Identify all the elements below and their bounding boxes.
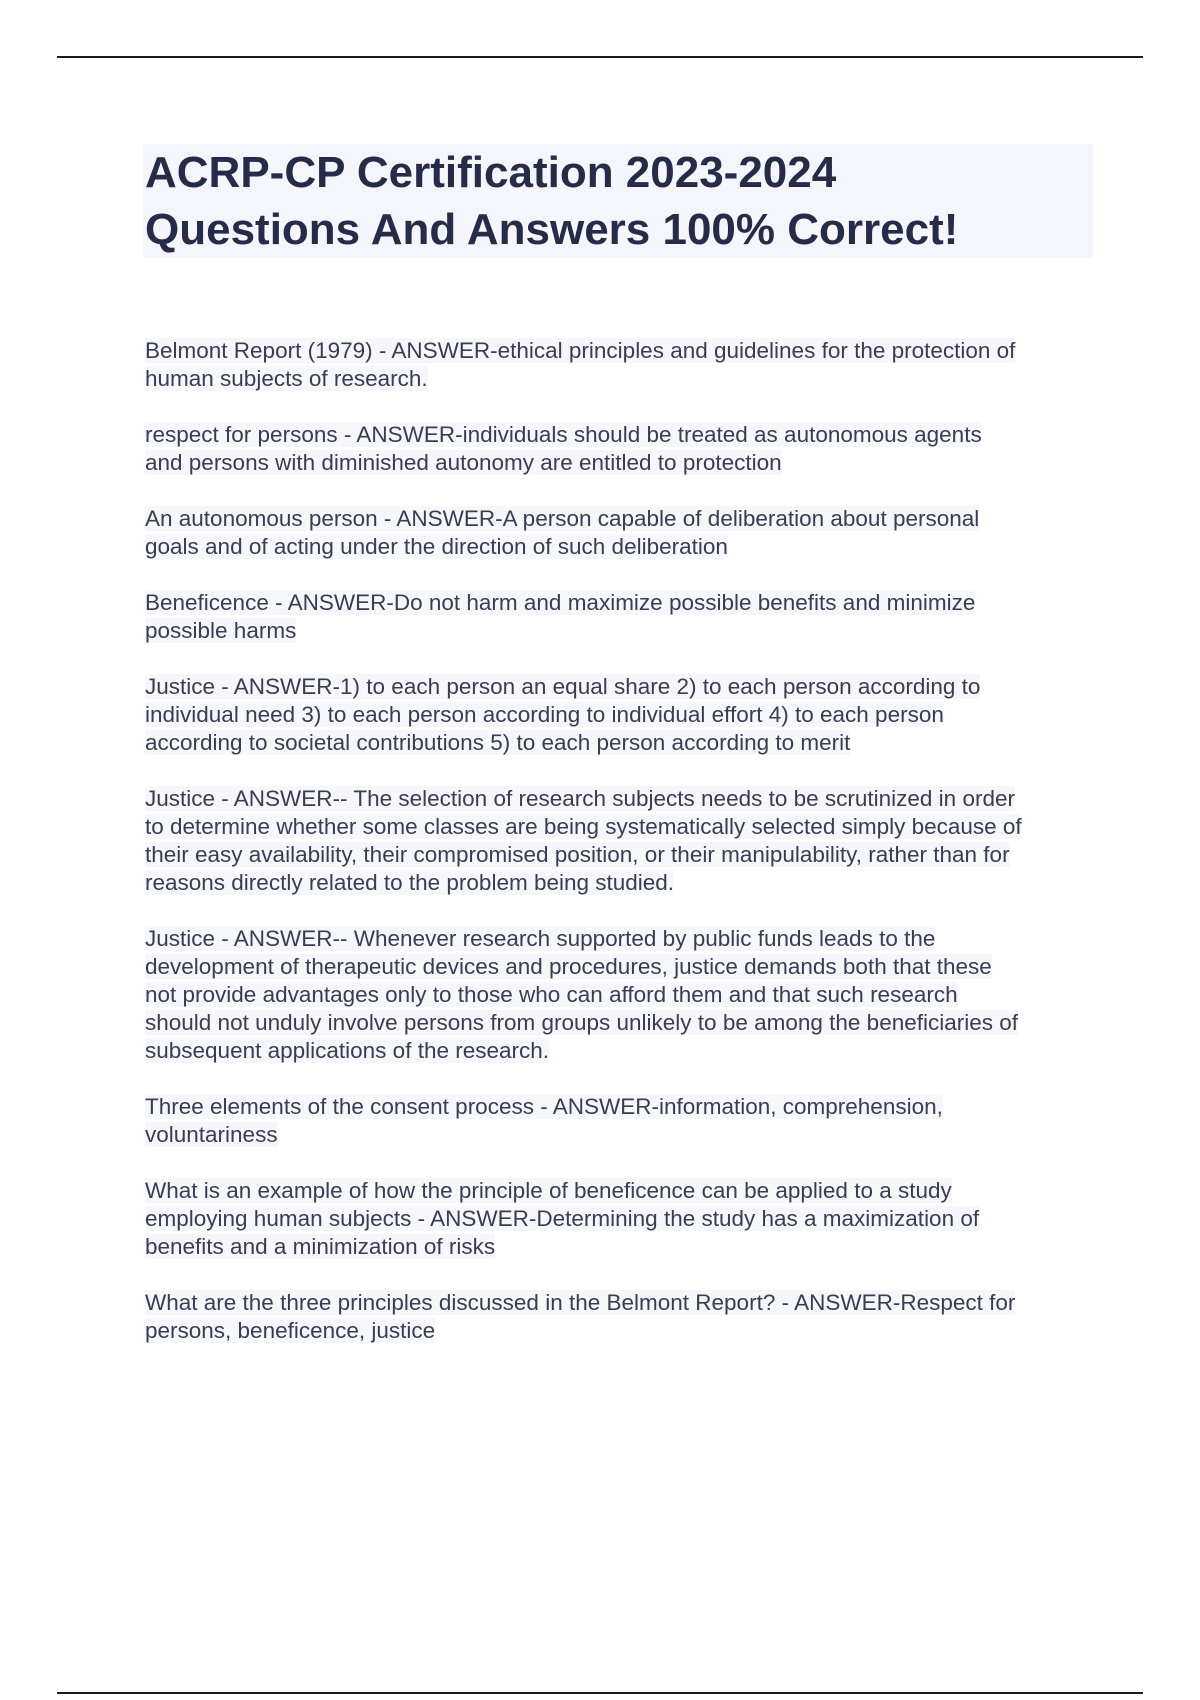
qa-line: human subjects of research. xyxy=(145,366,428,391)
qa-line: Beneficence - ANSWER-Do not harm and maximize possible benefits and minimize xyxy=(145,590,976,615)
qa-line: not provide advantages only to those who can afford them and that such research xyxy=(145,982,958,1007)
qa-list xyxy=(145,337,1095,1373)
qa-item xyxy=(145,1177,1095,1261)
qa-line: voluntariness xyxy=(145,1122,278,1147)
qa-line: respect for persons - ANSWER-individuals should be treated as autonomous agents xyxy=(145,422,982,447)
qa-line: benefits and a minimization of risks xyxy=(145,1234,496,1259)
qa-item xyxy=(145,589,1095,645)
document-title xyxy=(143,144,1093,258)
top-rule xyxy=(57,56,1143,58)
qa-item xyxy=(145,785,1095,897)
qa-line: development of therapeutic devices and procedures, justice demands both that these xyxy=(145,954,992,979)
qa-item xyxy=(145,925,1095,1065)
qa-item xyxy=(145,1093,1095,1149)
qa-line: possible harms xyxy=(145,618,297,643)
qa-line: Justice - ANSWER-1) to each person an equal share 2) to each person according to xyxy=(145,674,981,699)
qa-item xyxy=(145,421,1095,477)
qa-line: individual need 3) to each person according to individual effort 4) to each person xyxy=(145,702,944,727)
qa-item xyxy=(145,505,1095,561)
bottom-rule xyxy=(57,1692,1143,1694)
qa-line: subsequent applications of the research. xyxy=(145,1038,550,1063)
qa-item xyxy=(145,1289,1095,1345)
qa-line: according to societal contributions 5) to each person according to merit xyxy=(145,730,851,755)
qa-line: An autonomous person - ANSWER-A person capable of deliberation about personal xyxy=(145,506,980,531)
qa-line: Justice - ANSWER-- The selection of research subjects needs to be scrutinized in order xyxy=(145,786,1015,811)
qa-line: and persons with diminished autonomy are entitled to protection xyxy=(145,450,782,475)
qa-line: Belmont Report (1979) - ANSWER-ethical principles and guidelines for the protection of xyxy=(145,338,1016,363)
qa-line: goals and of acting under the direction of such deliberation xyxy=(145,534,728,559)
qa-item xyxy=(145,673,1095,757)
qa-line: What are the three principles discussed in the Belmont Report? - ANSWER-Respect for xyxy=(145,1290,1016,1315)
qa-line: to determine whether some classes are being systematically selected simply because of xyxy=(145,814,1022,839)
qa-line: reasons directly related to the problem being studied. xyxy=(145,870,675,895)
title-line-1: ACRP-CP Certification 2023-2024 xyxy=(145,148,837,197)
title-line-2: Questions And Answers 100% Correct! xyxy=(145,205,959,254)
qa-line: Justice - ANSWER-- Whenever research supported by public funds leads to the xyxy=(145,926,936,951)
qa-line: employing human subjects - ANSWER-Determining the study has a maximization of xyxy=(145,1206,980,1231)
qa-line: their easy availability, their compromised position, or their manipulability, rather than for xyxy=(145,842,1010,867)
qa-line: should not unduly involve persons from groups unlikely to be among the beneficiaries of xyxy=(145,1010,1019,1035)
qa-line: What is an example of how the principle of beneficence can be applied to a study xyxy=(145,1178,952,1203)
qa-line: persons, beneficence, justice xyxy=(145,1318,436,1343)
qa-line: Three elements of the consent process - ANSWER-information, comprehension, xyxy=(145,1094,943,1119)
qa-item xyxy=(145,337,1095,393)
